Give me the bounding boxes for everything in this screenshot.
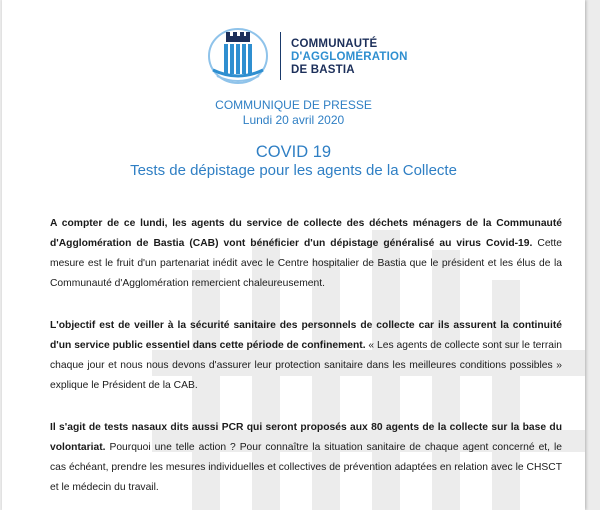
paragraph-3-regular: Pourquoi une telle action ? Pour connaître la situation sanitaire de chaque agent concerné et, le cas échéant, prendre les mesures individuelles et collectives de prévention adaptées en relation avec le CHSCT et le médecin du travail. [50,442,562,493]
organization-header [207,26,447,86]
paragraph-2-bold: L'objectif est de veiller à la sécurité sanitaire des personnels de collecte car ils assurent la continuité d'un service public essentiel dans cette période de confinement. [50,320,562,351]
press-title: COVID 19 [255,143,332,161]
org-line-3: DE BASTIA [291,64,355,76]
paragraph-2 [50,316,562,396]
paragraph-2-regular: « Les agents de collecte sont sur le terrain chaque jour et nous nous devons d'assurer leur protection sanitaire dans les meilleures conditions possibles » explique le Président de la CAB. [50,340,563,391]
organization-name [291,38,408,77]
document-page [2,0,585,510]
paragraph-1 [50,214,562,294]
org-line-2: D'AGGLOMÉRATION [291,51,408,63]
paragraph-1-bold: A compter de ce lundi, les agents du service de collecte des déchets ménagers de la Communauté d'Agglomération de Bastia (CAB) vont bénéficier d'un dépistage généralisé au virus Covid-19. [50,218,562,249]
paragraph-3-bold: Il s'agit de tests nasaux dits aussi PCR qui seront proposés aux 80 agents de la collecte sur la base du volontariat. [50,422,562,453]
press-subtitle: Tests de dépistage pour les agents de la Collecte [130,162,457,179]
logo-divider [280,32,281,80]
org-line-1: COMMUNAUTÉ [291,38,378,50]
paragraph-1-regular: Cette mesure est le fruit d'un partenariat inédit avec le Centre hospitalier de Bastia que le président et les élus de la Communauté d'Agglomération remercient chaleureusement. [50,238,562,289]
paragraph-3 [50,418,562,498]
press-date: Lundi 20 avril 2020 [242,113,345,127]
press-kicker: COMMUNIQUE DE PRESSE [215,98,372,112]
tower-emblem-icon [207,26,269,86]
